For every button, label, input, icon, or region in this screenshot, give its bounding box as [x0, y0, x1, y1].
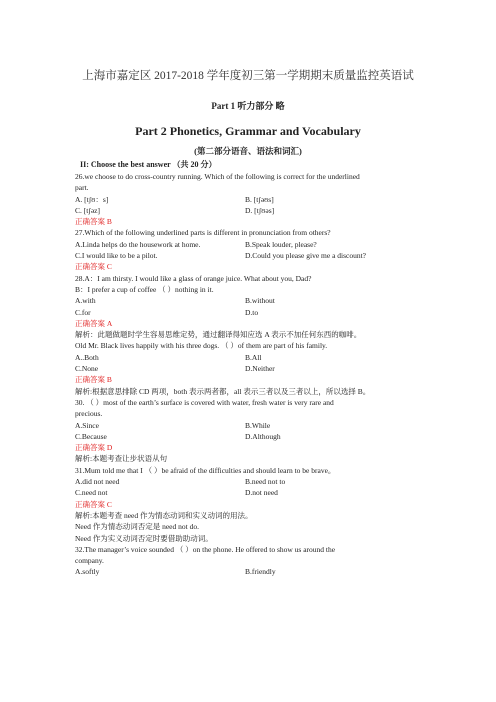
correct-answer: 正确答案 B: [75, 375, 112, 385]
option-text: D.Neither: [245, 364, 275, 374]
option-text: B.While: [245, 420, 271, 430]
option-row: [75, 363, 415, 374]
option-text: B.without: [245, 296, 275, 306]
option-text: D.Although: [245, 431, 281, 441]
option-text: B.All: [245, 352, 262, 362]
option-text: D.not need: [245, 488, 278, 498]
text-line: 解析:本题考查让步状语从句: [75, 454, 168, 464]
option-text: C.need not: [75, 488, 108, 498]
option-text: B.friendly: [245, 567, 276, 577]
option-row: [75, 307, 415, 318]
correct-answer: 正确答案 A: [75, 318, 113, 328]
text-line: precious.: [75, 409, 103, 419]
part2-subheading: (第二部分语音、语法和词汇): [194, 146, 302, 156]
option-row: [75, 250, 415, 261]
option-text: B.Speak louder, please?: [245, 239, 317, 249]
text-line: 解析：此题做题时学生容易思维定势，通过翻译得知应选 A 表示不加任何东西的咖啡。: [75, 330, 362, 340]
text-line: 27.Which of the following underlined parts is different in pronunciation from others?: [75, 228, 331, 238]
correct-answer: 正确答案 B: [75, 217, 112, 227]
correct-answer: 正确答案 C: [75, 499, 112, 509]
option-text: C.None: [75, 364, 99, 374]
option-text: C.for: [75, 307, 91, 317]
correct-answer: 正确答案 D: [75, 443, 113, 453]
option-row: [75, 431, 415, 442]
option-row: [75, 487, 415, 498]
part2-heading: Part 2 Phonetics, Grammar and Vocabulary: [135, 124, 361, 138]
option-row: [75, 566, 415, 577]
option-text: C.Because: [75, 431, 107, 441]
option-text: D. [tʃʊəs]: [245, 205, 275, 215]
option-text: A. [tʃʊ：s]: [75, 194, 109, 204]
option-row: [75, 239, 415, 250]
text-line: B：I prefer a cup of coffee （ ）nothing in it.: [75, 284, 214, 294]
option-text: A.did not need: [75, 477, 120, 487]
text-line: 31.Mum told me that I （ ）be afraid of the difficulties and should learn to be brave。: [75, 465, 336, 475]
text-line: 32.The manager’s voice sounded （ ）on the phone. He offered to show us around the: [75, 544, 336, 554]
correct-answer: 正确答案 C: [75, 262, 112, 272]
text-line: Need 作为实义动词否定时要借助助动词。: [75, 533, 213, 543]
option-row: [75, 352, 415, 363]
text-line: Old Mr. Black lives happily with his three dogs. （ ）of them are part of his family.: [75, 341, 328, 351]
option-text: A.softly: [75, 567, 100, 577]
option-text: A.with: [75, 296, 96, 306]
option-text: A.Linda helps do the housework at home.: [75, 239, 201, 249]
option-row: [75, 194, 415, 205]
text-line: part.: [75, 183, 89, 193]
option-text: A.Since: [75, 420, 99, 430]
document-title: 上海市嘉定区 2017-2018 学年度初三第一学期期末质量监控英语试: [82, 70, 414, 82]
option-text: C. [tʃəz]: [75, 205, 100, 215]
option-text: A..Both: [75, 352, 99, 362]
text-line: 30. （ ）most of the earth’s surface is covered with water, fresh water is very rare and: [75, 397, 334, 407]
text-line: 28.A：I am thirsty. I would like a glass of orange juice. What about you, Dad?: [75, 273, 312, 283]
option-text: D.to: [245, 307, 259, 317]
option-text: B.need not to: [245, 477, 286, 487]
option-text: B. [tʃəʊs]: [245, 194, 274, 204]
option-text: C.I would like to be a pilot.: [75, 251, 158, 261]
option-row: [75, 295, 415, 306]
part1-heading: Part 1 听力部分 略: [211, 101, 285, 111]
option-text: D.Could you please give me a discount?: [245, 251, 367, 261]
text-line: 解析:本题考查 need 作为情态动词和实义动词的用法。: [75, 510, 253, 520]
option-row: [75, 420, 415, 431]
text-line: company.: [75, 556, 104, 566]
option-row: [75, 476, 415, 487]
section-heading: II: Choose the best answer （共 20 分）: [80, 160, 217, 169]
text-line: 26.we choose to do cross-country running. Which of the following is correct for the underlined: [75, 172, 360, 181]
text-line: Need 作为情态动词否定是 need not do.: [75, 522, 199, 532]
text-line: 解析:根据意思排除 CD 两项，both 表示两者都，all 表示三者以及三者以上，所以选择 B。: [75, 386, 371, 396]
question-body: [75, 171, 415, 578]
option-row: [75, 205, 415, 216]
